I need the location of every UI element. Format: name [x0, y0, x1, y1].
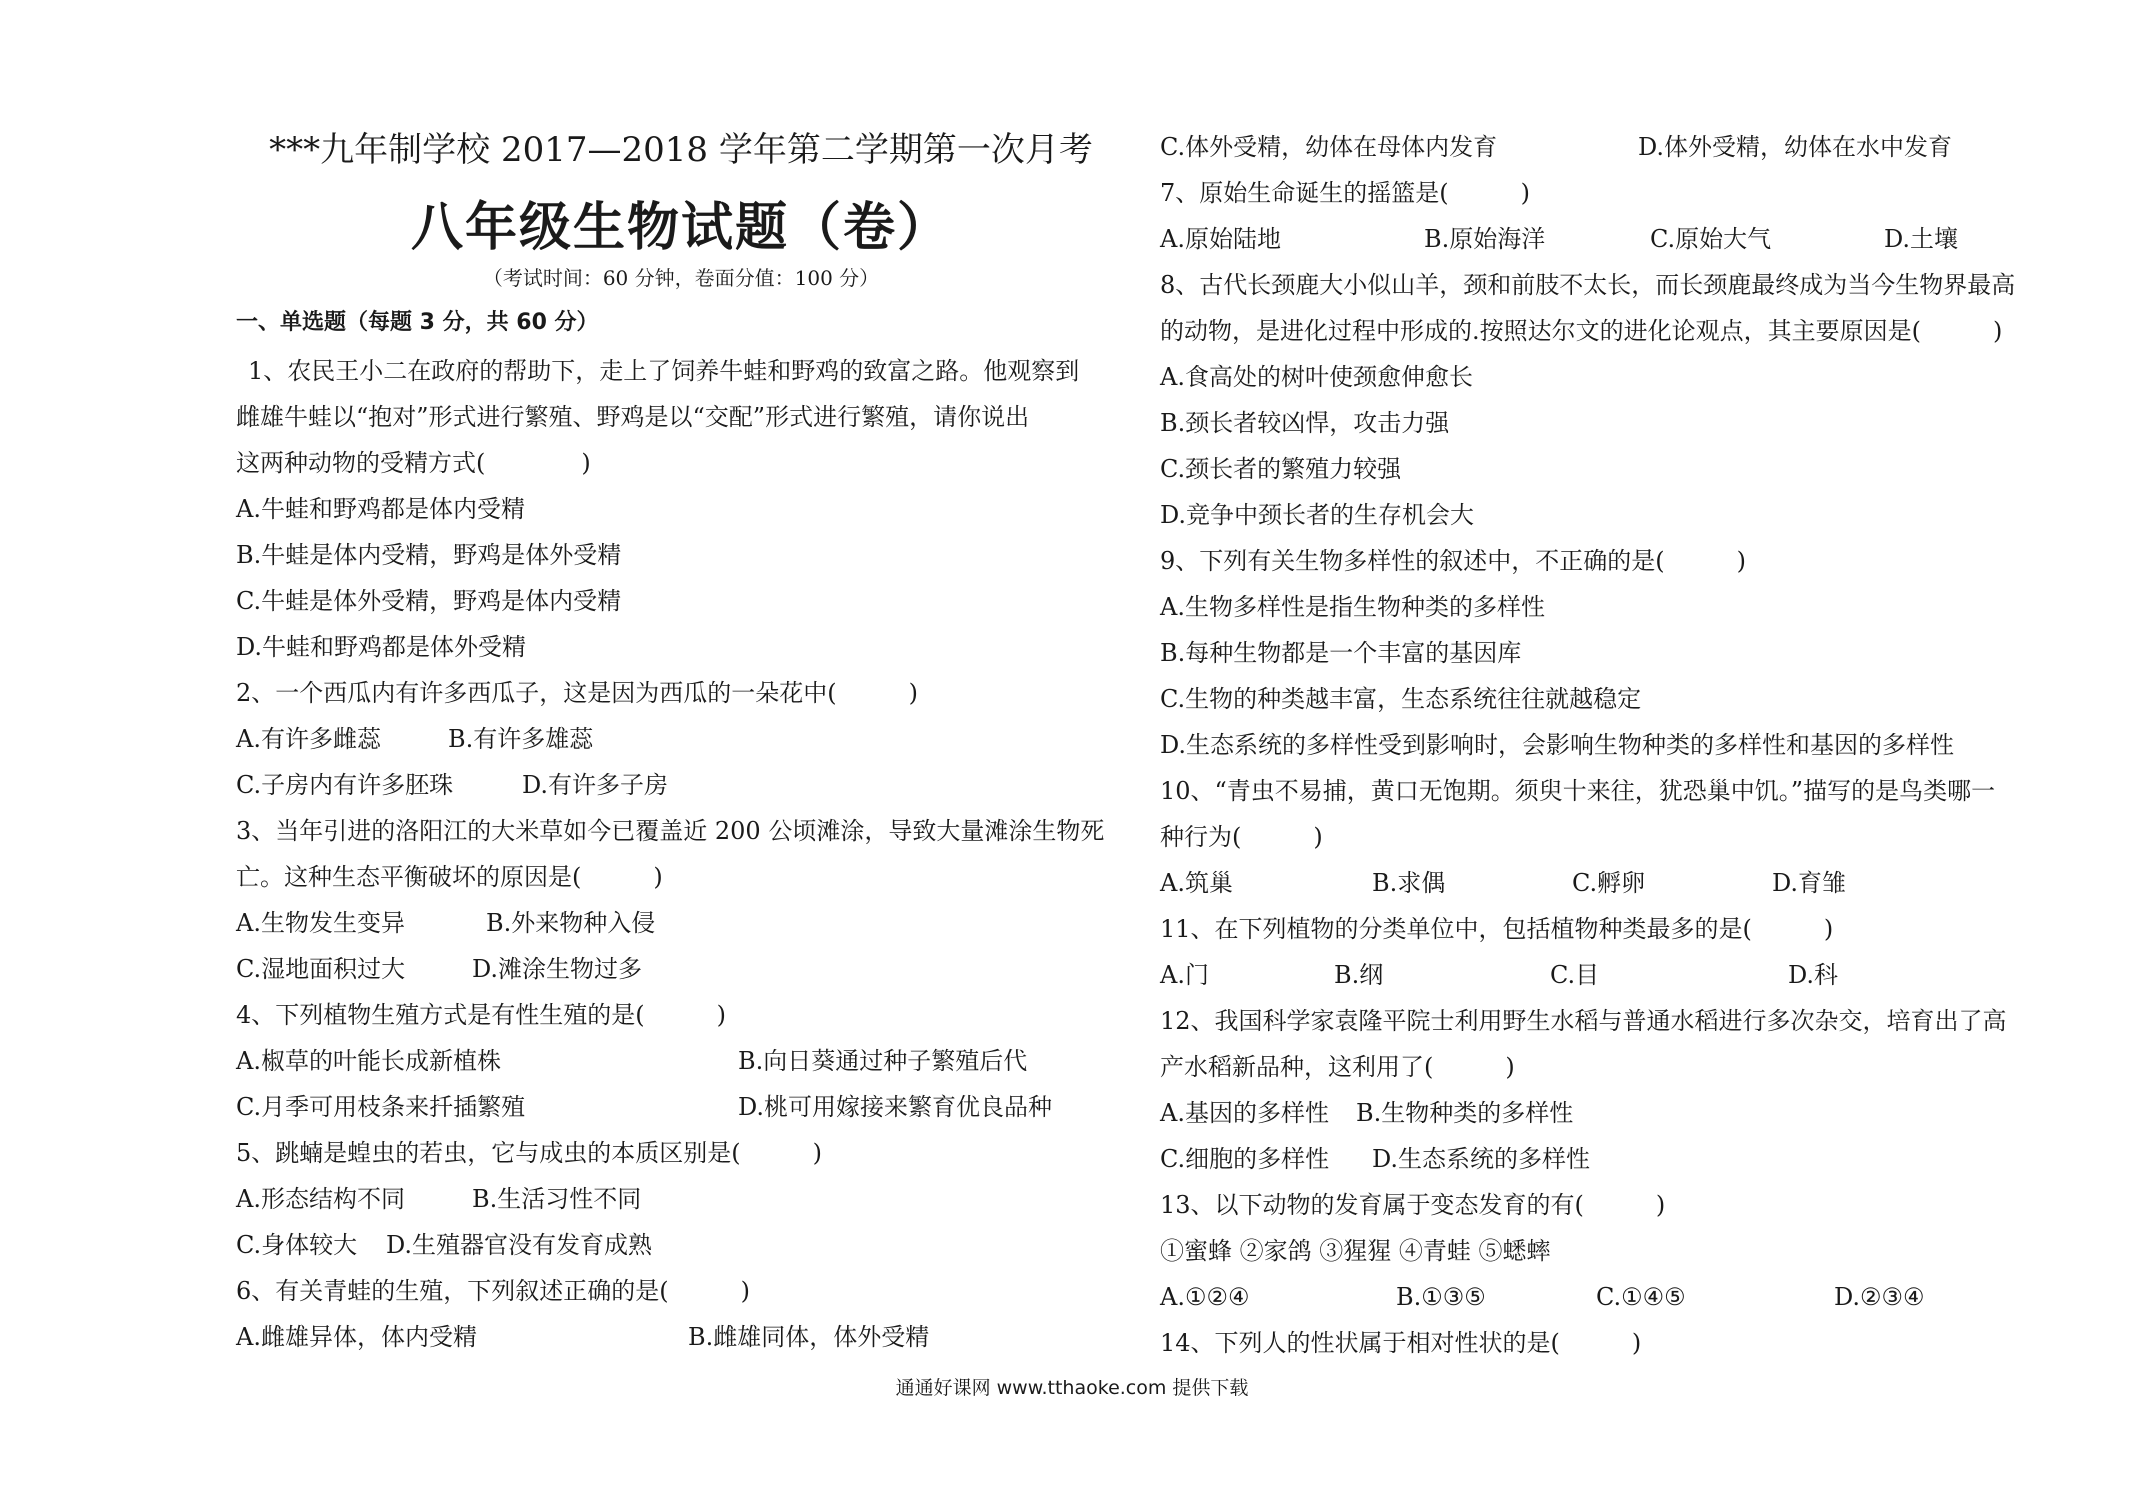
q11-option-b: B.纲 [1334, 961, 1384, 989]
q5-options-cd [236, 1230, 652, 1260]
q11-stem: 11、在下列植物的分类单位中，包括植物种类最多的是( ) [1160, 915, 1834, 943]
q14-stem: 14、下列人的性状属于相对性状的是( ) [1160, 1329, 1642, 1357]
paper-title: 八年级生物试题（卷） [410, 197, 951, 258]
q8-stem-line2: 的动物，是进化过程中形成的.按照达尔文的进化论观点，其主要原因是( ) [1160, 317, 2003, 345]
q9-option-a: A.生物多样性是指生物种类的多样性 [1160, 593, 1545, 621]
q2-options-ab [236, 724, 593, 754]
q13-option-c: C.①④⑤ [1596, 1283, 1686, 1311]
q5-option-b: B.生活习性不同 [472, 1185, 642, 1213]
q12-options-cd [1160, 1144, 1590, 1174]
q6-option-d: D.体外受精，幼体在水中发育 [1638, 133, 1953, 161]
q2-option-c: C.子房内有许多胚珠 [236, 771, 454, 799]
q8-option-b: B.颈长者较凶悍，攻击力强 [1160, 409, 1450, 437]
q8-option-c: C.颈长者的繁殖力较强 [1160, 455, 1402, 483]
section-title: 一、单选题（每题 3 分，共 60 分） [236, 310, 599, 335]
q2-option-b: B.有许多雄蕊 [448, 725, 594, 753]
q6-option-b: B.雌雄同体，体外受精 [688, 1323, 930, 1351]
q3-options-cd [236, 954, 642, 984]
q13-option-b: B.①③⑤ [1396, 1283, 1486, 1311]
q7-option-d: D.土壤 [1884, 225, 1959, 253]
q8-option-a: A.食高处的树叶使颈愈伸愈长 [1160, 363, 1473, 391]
q13-stem: 13、以下动物的发育属于变态发育的有( ) [1160, 1191, 1666, 1219]
q3-option-b: B.外来物种入侵 [486, 909, 656, 937]
q1-option-a: A.牛蛙和野鸡都是体内受精 [236, 495, 525, 523]
q9-option-b: B.每种生物都是一个丰富的基因库 [1160, 639, 1522, 667]
q13-items: ①蜜蜂 ②家鸽 ③猩猩 ④青蛙 ⑤蟋蟀 [1160, 1237, 1551, 1265]
q4-options-ab [236, 1046, 1027, 1076]
exam-title: ***九年制学校 2017—2018 学年第二学期第一次月考 [269, 130, 1093, 170]
q11-options [1160, 960, 1838, 990]
q3-options-ab [236, 908, 655, 938]
q3-stem-line2: 亡。这种生态平衡破坏的原因是( ) [236, 863, 663, 891]
q6-option-c: C.体外受精，幼体在母体内发育 [1160, 133, 1498, 161]
q2-option-d: D.有许多子房 [522, 771, 669, 799]
q6-option-a: A.雌雄异体，体内受精 [236, 1323, 477, 1351]
q10-options [1160, 868, 1846, 898]
q9-option-d: D.生态系统的多样性受到影响时，会影响生物种类的多样性和基因的多样性 [1160, 731, 1955, 759]
q2-options-cd [236, 770, 668, 800]
q12-stem-line1: 12、我国科学家袁隆平院士利用野生水稻与普通水稻进行多次杂交，培育出了高 [1160, 1007, 2007, 1035]
q12-options-ab [1160, 1098, 1573, 1128]
q6-stem: 6、有关青蛙的生殖，下列叙述正确的是( ) [236, 1277, 750, 1305]
q4-option-b: B.向日葵通过种子繁殖后代 [738, 1047, 1028, 1075]
q5-options-ab [236, 1184, 641, 1214]
q9-stem: 9、下列有关生物多样性的叙述中，不正确的是( ) [1160, 547, 1746, 575]
q7-option-c: C.原始大气 [1650, 225, 1772, 253]
q3-option-c: C.湿地面积过大 [236, 955, 406, 983]
q13-option-d: D.②③④ [1834, 1283, 1925, 1311]
q2-stem: 2、一个西瓜内有许多西瓜子，这是因为西瓜的一朵花中( ) [236, 679, 918, 707]
q1-stem-line3: 这两种动物的受精方式( ) [236, 449, 591, 477]
q11-option-a: A.门 [1160, 961, 1209, 989]
q12-option-b: B.生物种类的多样性 [1356, 1099, 1574, 1127]
q5-stem: 5、跳蝻是蝗虫的若虫，它与成虫的本质区别是( ) [236, 1139, 822, 1167]
q12-option-c: C.细胞的多样性 [1160, 1145, 1330, 1173]
q1-stem-line1: 1、农民王小二在政府的帮助下，走上了饲养牛蛙和野鸡的致富之路。他观察到 [248, 357, 1080, 385]
footer-source: 通通好课网 www.tthaoke.com 提供下载 [895, 1377, 1249, 1399]
q10-option-b: B.求偶 [1372, 869, 1446, 897]
q6-options-ab [236, 1322, 929, 1352]
q8-stem-line1: 8、古代长颈鹿大小似山羊，颈和前肢不太长，而长颈鹿最终成为当今生物界最高 [1160, 271, 2016, 299]
q4-stem: 4、下列植物生殖方式是有性生殖的是( ) [236, 1001, 726, 1029]
q1-option-d: D.牛蛙和野鸡都是体外受精 [236, 633, 527, 661]
q12-stem-line2: 产水稻新品种，这利用了( ) [1160, 1053, 1515, 1081]
q4-options-cd [236, 1092, 1052, 1122]
q10-option-c: C.孵卵 [1572, 869, 1646, 897]
exam-info: （考试时间：60 分钟，卷面分值：100 分） [482, 266, 880, 290]
q1-option-b: B.牛蛙是体内受精，野鸡是体外受精 [236, 541, 622, 569]
q3-stem-line1: 3、当年引进的洛阳江的大米草如今已覆盖近 200 公顷滩涂，导致大量滩涂生物死 [236, 817, 1105, 845]
q11-option-d: D.科 [1788, 961, 1839, 989]
q7-options [1160, 224, 1958, 254]
q4-option-c: C.月季可用枝条来扦插繁殖 [236, 1093, 526, 1121]
q4-option-a: A.椒草的叶能长成新植株 [236, 1047, 501, 1075]
q6-options-cd [1160, 132, 1952, 162]
q1-option-c: C.牛蛙是体外受精，野鸡是体内受精 [236, 587, 622, 615]
q5-option-c: C.身体较大 [236, 1231, 358, 1259]
q7-option-b: B.原始海洋 [1424, 225, 1546, 253]
q5-option-d: D.生殖器官没有发育成熟 [386, 1231, 653, 1259]
q10-stem-line1: 10、“青虫不易捕，黄口无饱期。须臾十来往，犹恐巢中饥。”描写的是鸟类哪一 [1160, 777, 1996, 805]
q13-option-a: A.①②④ [1160, 1283, 1250, 1311]
q10-stem-line2: 种行为( ) [1160, 823, 1323, 851]
q10-option-a: A.筑巢 [1160, 869, 1233, 897]
q11-option-c: C.目 [1550, 961, 1600, 989]
q3-option-a: A.生物发生变异 [236, 909, 405, 937]
q2-option-a: A.有许多雌蕊 [236, 725, 381, 753]
q9-option-c: C.生物的种类越丰富，生态系统往往就越稳定 [1160, 685, 1642, 713]
q4-option-d: D.桃可用嫁接来繁育优良品种 [738, 1093, 1053, 1121]
q1-stem-line2: 雌雄牛蛙以“抱对”形式进行繁殖、野鸡是以“交配”形式进行繁殖，请你说出 [236, 403, 1030, 431]
q3-option-d: D.滩涂生物过多 [472, 955, 643, 983]
q13-options [1160, 1282, 1925, 1312]
q10-option-d: D.育雏 [1772, 869, 1847, 897]
q5-option-a: A.形态结构不同 [236, 1185, 405, 1213]
q12-option-a: A.基因的多样性 [1160, 1099, 1329, 1127]
q12-option-d: D.生态系统的多样性 [1372, 1145, 1591, 1173]
q7-stem: 7、原始生命诞生的摇篮是( ) [1160, 179, 1530, 207]
q8-option-d: D.竞争中颈长者的生存机会大 [1160, 501, 1475, 529]
q7-option-a: A.原始陆地 [1160, 225, 1281, 253]
